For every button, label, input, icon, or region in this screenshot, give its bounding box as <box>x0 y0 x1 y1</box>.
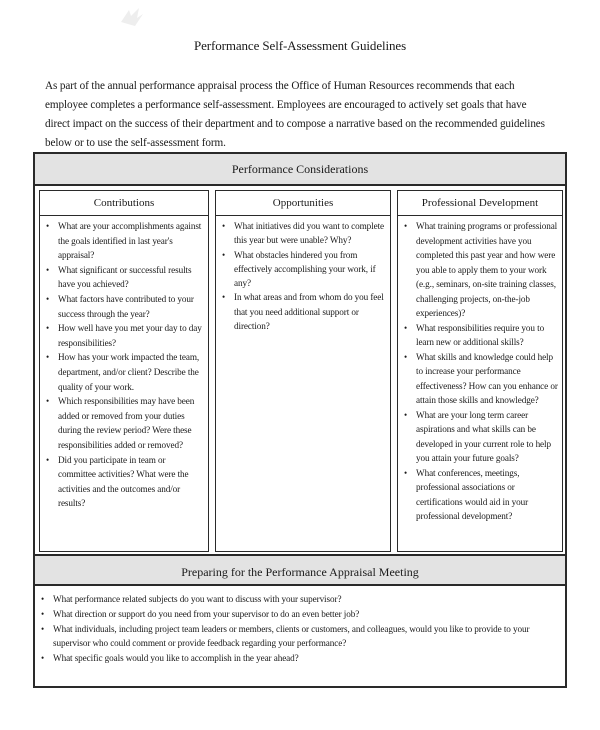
list-item-text: What performance related subjects do you want to discuss with your supervisor? <box>53 594 342 604</box>
list-item <box>44 394 204 452</box>
opportunities-heading: Opportunities <box>216 191 390 216</box>
list-item <box>402 350 558 408</box>
bullet-icon: • <box>404 351 408 362</box>
bullet-icon: • <box>404 409 408 420</box>
list-item-text: What responsibilities require you to learn new or additional skills? <box>416 322 545 347</box>
list-item <box>402 321 558 350</box>
list-item <box>220 290 386 333</box>
list-item <box>44 263 204 292</box>
opportunities-column <box>215 190 391 552</box>
list-item-text: What direction or support do you need from your supervisor to do an even better job? <box>53 608 360 619</box>
bullet-icon: • <box>41 623 45 634</box>
list-item <box>44 292 204 321</box>
list-item <box>39 607 561 622</box>
bullet-icon: • <box>46 454 50 465</box>
bullet-icon: • <box>41 653 45 664</box>
list-item <box>44 453 204 511</box>
bullet-icon: • <box>46 293 50 304</box>
list-item-text: What initiatives did you want to complete this year but were unable? Why? <box>234 221 385 246</box>
list-item-text: How well have you met your day to day responsibilities? <box>58 323 202 348</box>
bullet-icon: • <box>41 594 45 604</box>
list-item <box>402 466 558 524</box>
list-item-text: Which responsibilities may have been added or removed from your duties during the review period? Were these responsibilities added or removed? <box>58 396 195 450</box>
page-title: Performance Self-Assessment Guidelines <box>193 38 407 53</box>
bullet-icon: • <box>46 352 50 363</box>
list-item <box>44 219 204 263</box>
list-item-text: What individuals, including project team leaders or members, clients or customers, and colleagues, would you like to provide to your supervisor who could comment or provide feedback regarding your performance? <box>53 623 530 649</box>
bullet-icon: • <box>46 221 50 231</box>
list-item <box>220 219 386 248</box>
bullet-icon: • <box>404 322 408 333</box>
intro-paragraph: As part of the annual performance appraisal process the Office of Human Resources recommends that each employee completes a performance self-assessment. Employees are encouraged to actively set goals that have direct impact on the success of their department and to compose a narrative based on the recommended guidelines below or to use the self-assessment form. <box>45 80 545 149</box>
performance-considerations-header: Performance Considerations <box>35 154 565 186</box>
guidelines-table <box>33 152 567 688</box>
list-item-text: What conferences, meetings, professional associations or certifications would aid in your professional development? <box>416 467 529 521</box>
professional-development-heading: Professional Development <box>398 191 562 216</box>
list-item-text: What skills and knowledge could help to increase your performance effectiveness? How can you enhance or attain those skills and knowledge? <box>416 351 558 405</box>
list-item <box>44 321 204 350</box>
list-item-text: What training programs or professional development activities have you completed this past year and how were you able to apply them to your work (e.g., seminars, on-site training classes, challenging projects, on-the-job experiences)? <box>416 221 558 318</box>
preparing-meeting-header: Preparing for the Performance Appraisal Meeting <box>35 554 565 586</box>
list-item <box>39 622 561 652</box>
bullet-icon: • <box>46 396 50 407</box>
opportunities-list <box>216 216 390 333</box>
list-item-text: What factors have contributed to your success through the year? <box>58 293 194 319</box>
logo-mark-icon <box>117 6 147 28</box>
contributions-column <box>39 190 209 552</box>
bullet-icon: • <box>46 264 50 275</box>
professional-development-column <box>397 190 563 552</box>
contributions-heading: Contributions <box>40 191 208 216</box>
contributions-list <box>40 216 208 511</box>
bullet-icon: • <box>46 323 50 334</box>
list-item-text: Did you participate in team or committee activities? What were the activities and the outcomes and/or results? <box>58 454 189 509</box>
bullet-icon: • <box>222 249 226 260</box>
bullet-icon: • <box>222 292 226 303</box>
list-item <box>220 248 386 291</box>
bullet-icon: • <box>404 467 408 478</box>
list-item <box>402 408 558 466</box>
list-item <box>39 651 561 666</box>
list-item-text: What significant or successful results have you achieved? <box>58 264 192 290</box>
list-item-text: How has your work impacted the team, department, and/or client? Describe the quality of your work. <box>58 352 200 392</box>
list-item-text: What are your long term career aspirations and what skills can be developed in your current role to help you attain your future goals? <box>416 409 551 463</box>
bullet-icon: • <box>404 221 408 231</box>
list-item-text: What obstacles hindered you from effectively accomplishing your work, if any? <box>234 249 376 289</box>
list-item-text: What specific goals would you like to accomplish in the year ahead? <box>53 653 299 664</box>
bullet-icon: • <box>222 221 226 231</box>
list-item <box>39 592 561 607</box>
professional-development-list <box>398 216 562 524</box>
preparing-meeting-list <box>39 592 561 666</box>
list-item-text: In what areas and from whom do you feel that you need additional support or direction? <box>234 292 384 332</box>
list-item <box>402 219 558 321</box>
list-item <box>44 350 204 394</box>
bullet-icon: • <box>41 608 45 619</box>
list-item-text: What are your accomplishments against the goals identified in last year's appraisal? <box>58 221 202 261</box>
